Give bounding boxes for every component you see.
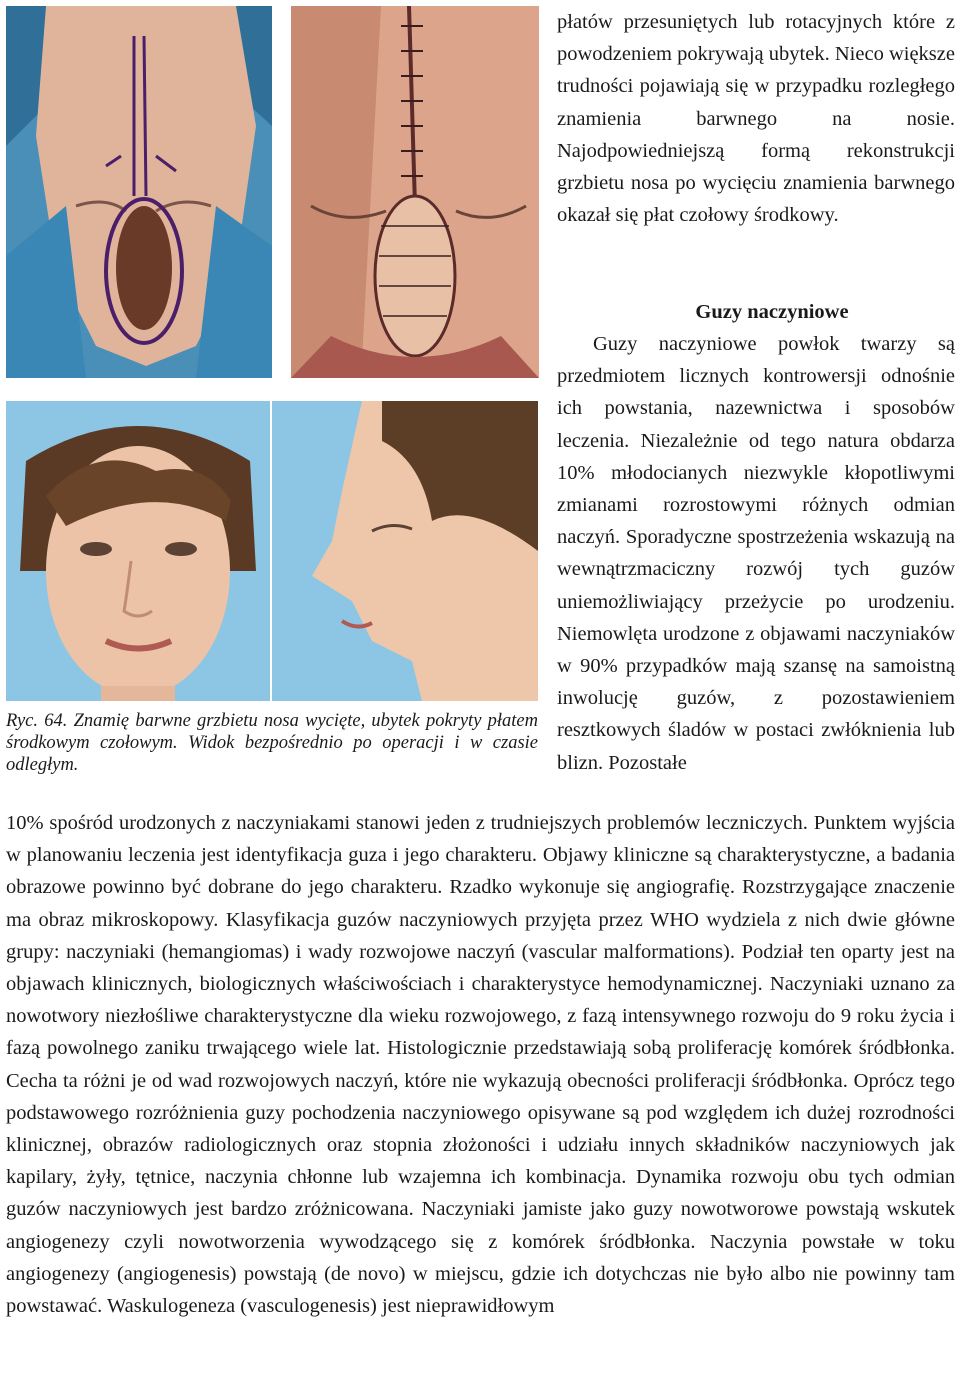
section-start-paragraph: Guzy naczyniowe powłok twarzy są przedmiotem licznych kontrowersji odnośnie ich powstania, nazewnictwa i sposobów leczenia. Niezależnie od tego natura obdarza 10% młodocianych niezwykle kłopotliwymi zmianami rozrostowymi różnych odmian naczyń. Sporadyczne spostrzeżenia wskazują na wewnątrzmaciczny rozwój tych guzów uniemożliwiający przeżycie po urodzeniu. Niemowlęta urodzone z objawami naczyniaków w 90% przypadków mają szansę na samoistną inwolucję guzów, z pozostawieniem resztkowych śladów w postaci zwłóknienia lub blizn. Pozostałe	[557, 333, 955, 774]
figure-caption: Ryc. 64. Znamię barwne grzbietu nosa wycięte, ubytek pokryty płatem środkowym czołowym. Widok bezpośrednio po operacji i w czasie odległym.	[6, 711, 538, 775]
preoperative-markings-photo	[6, 6, 272, 378]
postoperative-forehead-flap-photo	[291, 6, 539, 378]
column-top-paragraph: płatów przesuniętych lub rotacyjnych które z powodzeniem pokrywają ubytek. Nieco większe trudności pojawiają się w przypadku rozległego znamienia barwnego na nosie. Najodpowiedniejszą formą rekonstrukcji grzbietu nosa po wycięciu znamienia barwnego okazał się płat czołowy środkowy.	[557, 11, 955, 227]
profile-longterm-photo	[272, 401, 538, 701]
section-heading: Guzy naczyniowe	[695, 301, 849, 323]
frontal-longterm-photo	[6, 401, 270, 701]
body-paragraph: 10% spośród urodzonych z naczyniakami stanowi jeden z trudniejszych problemów leczniczych. Punktem wyjścia w planowaniu leczenia jest identyfikacja guza i jego charakteru. Objawy kliniczne są charakterystyczne, a badania obrazowe powinno być dobrane do jego charakteru. Rzadko wykonuje się angiografię. Rozstrzygające znaczenie ma obraz mikroskopowy. Klasyfikacja guzów naczyniowych przyjęta przez WHO wydziela z nich dwie główne grupy: naczyniaki (hemangiomas) i wady rozwojowe naczyń (vascular malformations). Podział ten oparty jest na objawach klinicznych, biologicznych właściwościach i charakterystyce hemodynamicznej. Naczyniaki uznano za nowotwory niezłośliwe charakterystyczne dla wieku rozwojowego, z fazą intensywnego rozwoju do 9 roku życia i fazą powolnego zaniku trwającego wiele lat. Histologicznie przedstawiają sobą proliferację komórek śródbłonka. Cecha ta różni je od wad rozwojowych naczyń, które nie wykazują obecności proliferacji śródbłonka. Oprócz tego podstawowego rozróżnienia guzy pochodzenia naczyniowego opisywane są pod względem ich dużej rozrodności klinicznej, obrazów radiologicznych oraz stopnia złożoności i udziału innych składników naczyniowych jak kapilary, żyły, tętnice, naczynia chłonne lub wzajemna ich kombinacja. Dynamika rozwoju obu tych odmian guzów naczyniowych jest bardzo zróżnicowana. Naczyniaki jamiste jako guzy nowotworowe powstają wskutek angiogenezy czyli nowotworzenia wywodzącego się z komórek śródbłonka. Naczynia powstałe w toku angiogenezy (angiogenesis) powstają (de novo) w miejscu, gdzie ich dotychczas nie było albo nie powinny tam powstawać. Waskulogeneza (vasculogenesis) jest nieprawidłowym	[6, 812, 955, 1318]
